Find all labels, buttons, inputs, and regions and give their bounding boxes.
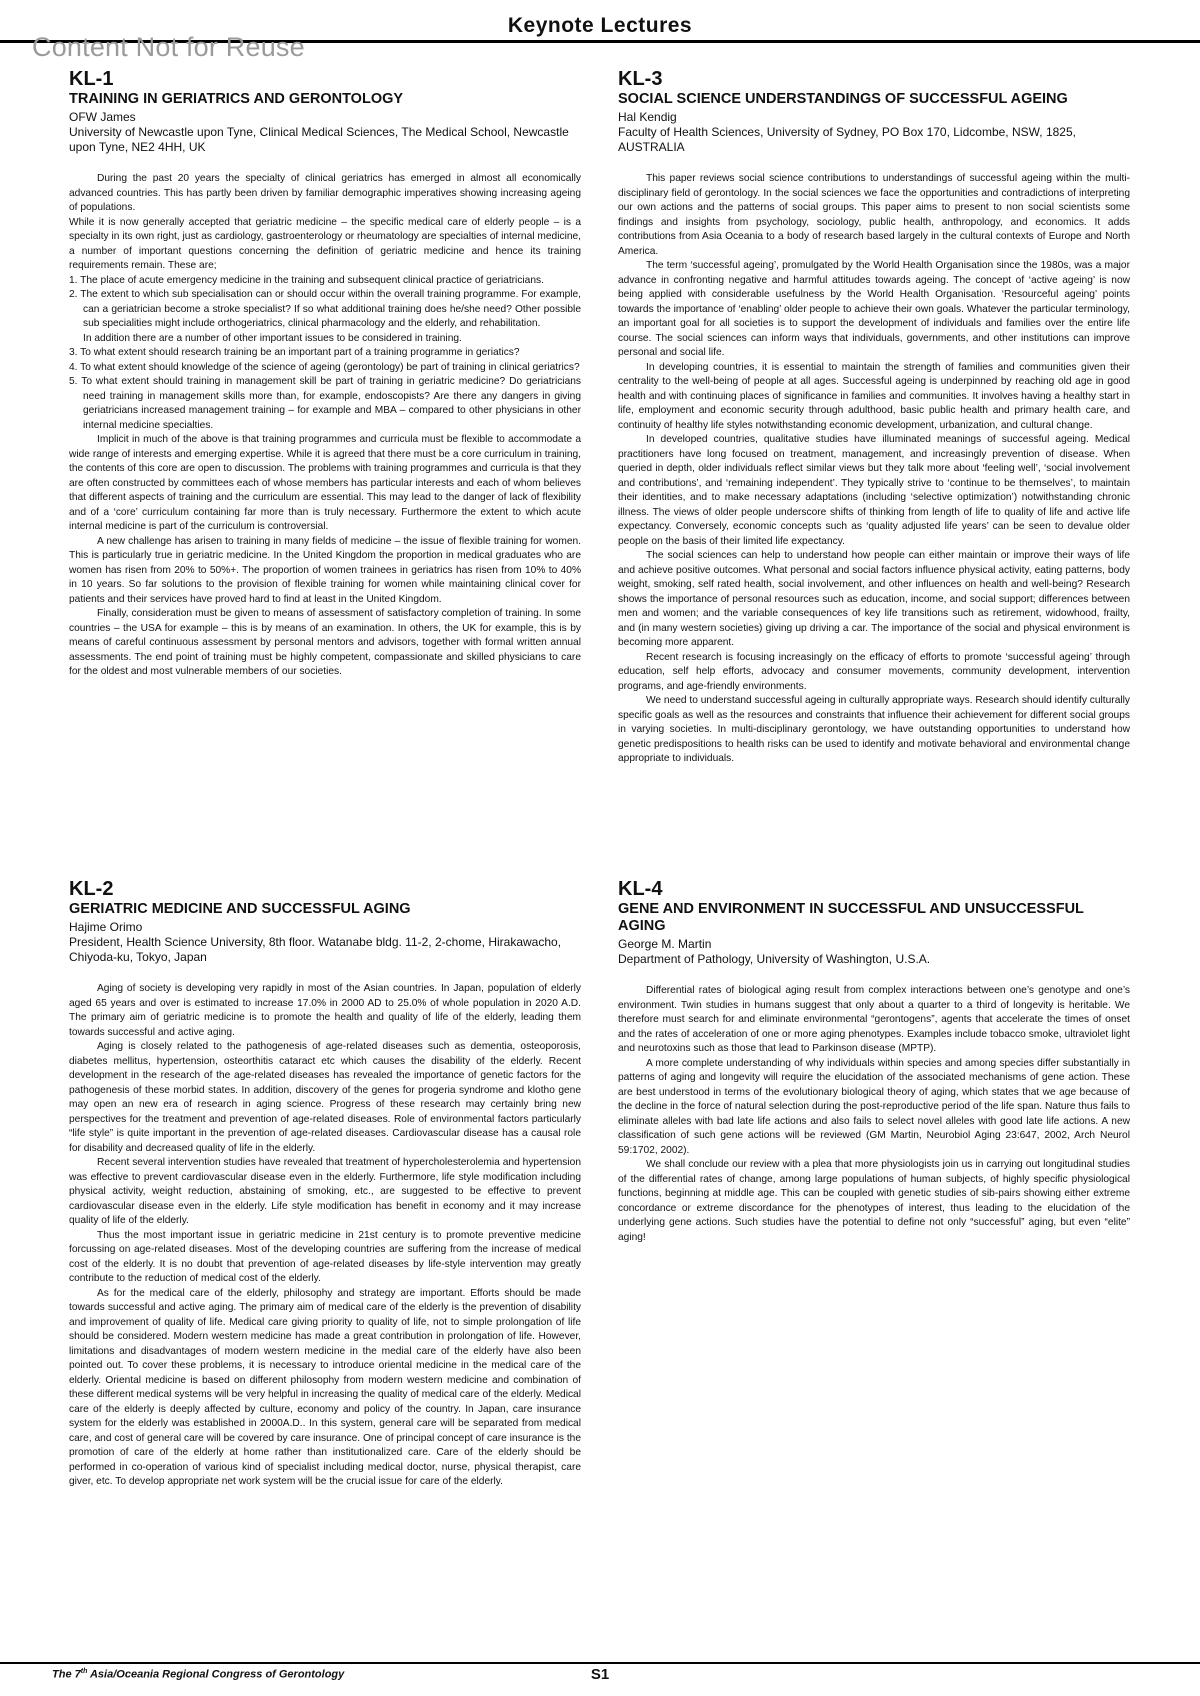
abstract-paragraph: 3. To what extent should research training be an important part of a training programme in geriatics? [69, 347, 520, 358]
watermark: Content Not for Reuse [32, 32, 305, 62]
abstract-title: GENE AND ENVIRONMENT IN SUCCESSFUL AND UNSUCCESSFUL AGING [618, 901, 1084, 934]
abstract-title: GERIATRIC MEDICINE AND SUCCESSFUL AGING [69, 901, 411, 917]
abstract-body [618, 984, 1130, 1245]
page-number: S1 [590, 1666, 610, 1683]
abstract-affiliation: President, Health Science University, 8th floor. Watanabe bldg. 11-2, 2-chome, Hirakawacho, Chiyoda-ku, Tokyo, Japan [69, 935, 562, 964]
abstract-title: SOCIAL SCIENCE UNDERSTANDINGS OF SUCCESSFUL AGEING [618, 91, 1068, 107]
abstract-paragraph: A new challenge has arisen to training in many fields of medicine – the issue of flexible training for women. This is particularly true in geriatric medicine. In the United Kingdom the proportion in medical graduates who are women has risen from 20% to 50%+. The proportion of women trainees in geriatrics has risen from 10% to 40% in 10 years. So far solutions to the provision of flexible training for women while maintaining clinical cover for patients and their services have proved hard to find at least in the United Kingdom. [69, 535, 581, 605]
abstract-paragraph: This paper reviews social science contributions to understandings of successful ageing within the multi-disciplinary field of gerontology. In the social sciences we face the opportunities and contradictions of interpreting our own actions and the patterns of social groups. This paper aims to present to non social scientists some findings and insights from psychology, sociology, public health, anthropology, and economics. It adds contributions from Asia Oceania to a body of research based largely in the cultural contexts of Europe and North America. [618, 173, 1130, 257]
abstract-author: Hal Kendig [618, 110, 677, 124]
abstract-paragraph: Finally, consideration must be given to means of assessment of satisfactory completion of training. In some countries – the USA for example – this is by means of an examination. In others, the UK for example, this is by means of careful continuous assessment by personal mentors and advisors, together with formal written annual assessments. The end point of training must be highly competent, compassionate and skilled physicians to care for the oldest and most vulnerable members of our societies. [69, 608, 581, 677]
abstract-paragraph: The social sciences can help to understand how people can either maintain or improve their ways of life and achieve positive outcomes. What personal and social factors influence physical activity, eating patterns, body weight, smoking, self rated health, social involvement, and other influences on health and well-being? Research shows the importance of personal resources such as education, income, and social support; differences between men and women; and the variable consequences of key life transitions such as retirement, widowhood, frailty, and (in many western societies) giving up driving a car. The importance of the social and physical environment is becoming more apparent. [618, 550, 1130, 648]
abstract-paragraph: Aging is closely related to the pathogenesis of age-related diseases such as dementia, osteoporosis, diabetes mellitus, hypertension, osteorthitis cataract etc which causes the disability of the elderly. Recent development in the research of the age-related diseases has revealed the importance of genetic factors for the pathogenesis of these morbid states. In addition, discovery of the genes for progeria syndrome and klotho gene may open an new era of research in aging science. Progress of these research may certainly bring new perspectives for the treatment and prevention of age-related diseases. Role of environmental factors particularly “life style” is quite important in the prevention of age-related diseases. Cardiovascular disease has a causal role for disability and decreased quality of life in the elderly. [69, 1041, 581, 1154]
abstract-paragraph: During the past 20 years the specialty of clinical geriatrics has emerged in almost all economically advanced countries. This has partly been driven by familiar demographic imperatives showing increasing ageing of populations. [69, 173, 581, 213]
abstract-paragraph: 1. The place of acute emergency medicine in the training and subsequent clinical practice of geriatricians. [69, 274, 544, 286]
abstract-paragraph: Aging of society is developing very rapidly in most of the Asian countries. In Japan, population of elderly aged 65 years and over is estimated to increase 17.0% in 2000 AD to 25.0% of whole population in 2020 A.D. The primary aim of geriatric medicine is to promote the health and quality of life of the elderly, leading them towards successful and active aging. [69, 983, 581, 1038]
abstract-author: Hajime Orimo [69, 920, 143, 934]
abstract-paragraph: Recent research is focusing increasingly on the efficacy of efforts to promote ‘successful ageing’ through education, self help efforts, advocacy and consumer movements, community development, intervention programs, and age-friendly environments. [618, 651, 1130, 692]
abstract-paragraph: In addition there are a number of other important issues to be considered in training. [83, 332, 462, 344]
abstract-kl-3 [618, 68, 1130, 767]
abstract-paragraph: Differential rates of biological aging result from complex interactions between one’s genotype and one’s environment. Twin studies in humans suggest that only about a quarter to a third of longevity is heritable. We therefore must search for and eliminate environmental “gerontogens”, agents that accelerate the times of onset and the rates of acceleration of one or more aging phenotypes. Examples include tobacco smoke, ultraviolet light and neurotoxins such as those that lead to Parkinson disease (MPTP). [618, 985, 1130, 1054]
abstract-paragraph: The term ‘successful ageing’, promulgated by the World Health Organisation since the 1980s, was a major advance in confronting negative and harmful attitudes towards ageing. The concept of ‘active ageing’ is now being applied with considerable usefulness by the World Health Organisation. ‘Resourceful ageing’ points towards the importance of ‘enabling’ older people to achieve their own goals. Whatever the particular terminology, an important goal for all societies is to support the development of individuals and families over the entire life course. The social sciences can inform ways that individuals, governments, and other institutions can improve personal and social life. [618, 260, 1130, 358]
abstract-paragraph: 4. To what extent should knowledge of the science of ageing (gerontology) be part of training in clinical geriatrics? [69, 361, 580, 373]
congress-name-pre: The 7 [52, 1668, 81, 1681]
abstract-code: KL-3 [618, 68, 663, 90]
abstract-title: TRAINING IN GERIATRICS AND GERONTOLOGY [69, 91, 404, 107]
abstract-kl-2 [69, 878, 581, 1490]
abstract-paragraph: We shall conclude our review with a plea that more physiologists join us in carrying out longitudinal studies of the differential rates of change, among large populations of human subjects, of highly specific physiological functions, beginning at middle age. This can be coupled with genetic studies of sib-pairs showing either extreme concordance or extreme discordance for the phenotypes of interest, thus leading to the elucidation of the underlying gene actions. Such studies have the potential to define not only “successful” aging, but even “elite” aging! [618, 1159, 1130, 1243]
abstract-affiliation: Faculty of Health Sciences, University of Sydney, PO Box 170, Lidcombe, NSW, 1825, AUSTRALIA [618, 125, 1076, 154]
abstract-affiliation: Department of Pathology, University of Washington, U.S.A. [618, 952, 931, 966]
abstract-paragraph: 2. The extent to which sub specialisation can or should occur within the overall training programme. For example, can a geriatrician become a stroke specialist? If so what additional training does he/she need? Other possible sub specialities might include orthogeriatrics, clinical pharmacology and the elderly, and rehabilitation. [69, 289, 581, 329]
abstract-paragraph: 5. To what extent should training in management skill be part of training in geriatric medicine? Do geriatricians need training in management skills more than, for example, endoscopists? Are there any dangers in giving geriatricians increased management training – for example and MBA – compared to other physicians in other internal medicine specialties. [69, 376, 581, 431]
abstract-paragraph: A more complete understanding of why individuals within species and among species differ substantially in patterns of aging and longevity will require the elucidation of the associated mechanisms of gene action. These are best understood in terms of the evolutionary biological theory of aging, which states that we age because of the decline in the force of natural selection during the post-reproductive period of the life span. Nature thus fails to eliminate alleles with bad late life actions and also fails to select novel alleles with good late life actions. A new classification of such gene actions will be reviewed (GM Martin, Neurobiol Aging 23:647, 2002, Arch Neurol 59:1702, 2002). [618, 1057, 1130, 1156]
abstract-code: KL-2 [69, 878, 114, 900]
page-header-title: Keynote Lectures [507, 14, 693, 37]
abstract-paragraph: In developing countries, it is essential to maintain the strength of families and communities given their centrality to the well-being of people at all ages. Successful ageing is underpinned by reaching old age in good health and with continuing places of significance in families and communities. It involves having a healthy start in life, employment and economic security through adulthood, basic public health and primary health care, and continuity of healthy life styles notwithstanding economic development, urbanization, and cultural change. [618, 361, 1130, 431]
abstract-paragraph: While it is now generally accepted that geriatric medicine – the specific medical care of elderly people – is a specialty in its own right, just as cardiology, gastroenterology or rheumatology are specialties of internal medicine, a number of important questions concerning the definition of geriatric medicine and hence its training requirements remain. These are; [69, 216, 581, 271]
abstract-affiliation: University of Newcastle upon Tyne, Clinical Medical Sciences, The Medical School, Newcastle upon Tyne, NE2 4HH, UK [69, 125, 569, 154]
abstract-paragraph: Implicit in much of the above is that training programmes and curricula must be flexible to accommodate a wide range of interests and emerging expertise. While it is agreed that there must be a core curriculum in training, the contents of this core are open to discussion. The problems with training programmes and curricula is that they are often constructed by committees each of whose members has particular interests and each of whom believes that different aspects of training and the curriculum are essential. This may lead to the danger of lack of flexibility and of a ‘core’ curriculum containing far more than is truly necessary. Furthermore the extent to which acute internal medicine is part of the curriculum is controversial. [69, 434, 581, 532]
abstract-author: George M. Martin [618, 937, 712, 951]
abstract-code: KL-1 [69, 68, 114, 90]
abstract-kl-1 [69, 68, 581, 680]
congress-name-post: Asia/Oceania Regional Congress of Gerontology [87, 1668, 345, 1681]
abstract-kl-4 [618, 878, 1130, 1245]
abstract-paragraph: We need to understand successful ageing in culturally appropriate ways. Research should identify culturally specific goals as well as the resources and constraints that influence their achievement for different social groups in varying societies. In multi-disciplinary gerontology, we have outstanding opportunities to understand how genetic predispositions to health risks can be used to identify and motivate behavioral and environmental change appropriate to individuals. [618, 695, 1130, 764]
abstract-paragraph: Thus the most important issue in geriatric medicine in 21st century is to promote preventive medicine forcussing on age-related diseases. Most of the developing countries are suffering from the increase of medical cost of the elderly. It is no doubt that prevention of age-related diseases by life-style intervention may greatly contribute to the reduction of medical cost of the elderly. [69, 1229, 581, 1284]
abstract-author: OFW James [69, 110, 136, 124]
abstract-paragraph: As for the medical care of the elderly, philosophy and strategy are important. Efforts should be made towards successful and active aging. The primary aim of medical care of the elderly is the prevention of disability and improvement of quality of life. Medical care giving priority to quality of life, not to simple prolongation of life should be considered. Modern western medicine has made a great contribution in prolongation of life. However, limitations and disadvantages of modern western medicine in the medial care of the elderly have also been pointed out. To cover these problems, it is necessary to introduce oriental medicine in the medical care of the elderly. Oriental medicine is based on different philosophy from modern western medicine and combination of these different medical systems will be very helpful in increasing the quality of medical care of the elderly. Medical care of the elderly is deeply affected by culture, economy and policy of the country. In Japan, care insurance system for the elderly was established in 2000A.D.. In this system, general care will be separated from medical care, and cost of general care will be covered by care insurance. One of principal concept of care insurance is the promotion of care of the elderly at home rather than institutionalized care. Care of the elderly should be performed in co-operation of various kind of specialist including medical doctor, nurse, physical therapist, care giver, etc. To develop appropriate net work system will be the crucial issue for care of the elderly. [69, 1287, 581, 1487]
congress-name-sup: th [80, 1668, 88, 1675]
footer-rule [0, 1662, 1200, 1664]
abstract-body [69, 982, 581, 1490]
abstract-body [69, 172, 581, 680]
abstract-paragraph: In developed countries, qualitative studies have illuminated meanings of successful ageing. Medical practitioners have long focused on treatment, management, and increasingly prevention of disease. When queried in depth, older individuals reflect similar views but they talk more about ‘feeling well’, ‘social involvement and contributions’, and ‘remaining independent’. They typically strive to ‘continue to be themselves’, to maintain their identities, and to make necessary adaptations (including ‘selective optimization’) notwithstanding chronic illness. The views of older people underscore shifts of thinking from length of life to quality of life and active life expectancy. Conversely, economic concepts such as ‘quality adjusted life years’ can be seen to devalue older people on the basis of their limited life expectancy. [618, 434, 1130, 547]
abstract-paragraph: Recent several intervention studies have revealed that treatment of hypercholesterolemia and hypertension was effective to prevent cardiovascular disease even in the elderly. Furthermore, life style modification including physical activity, weight reduction, abstaining of smoking, etc., are suggested to be effective to prevent cardiovascular disease even in the elderly. Life style modification has benefit in economy and it may increase quality of life of the elderly. [69, 1157, 581, 1226]
abstract-body [618, 172, 1130, 767]
abstract-code: KL-4 [618, 878, 663, 900]
